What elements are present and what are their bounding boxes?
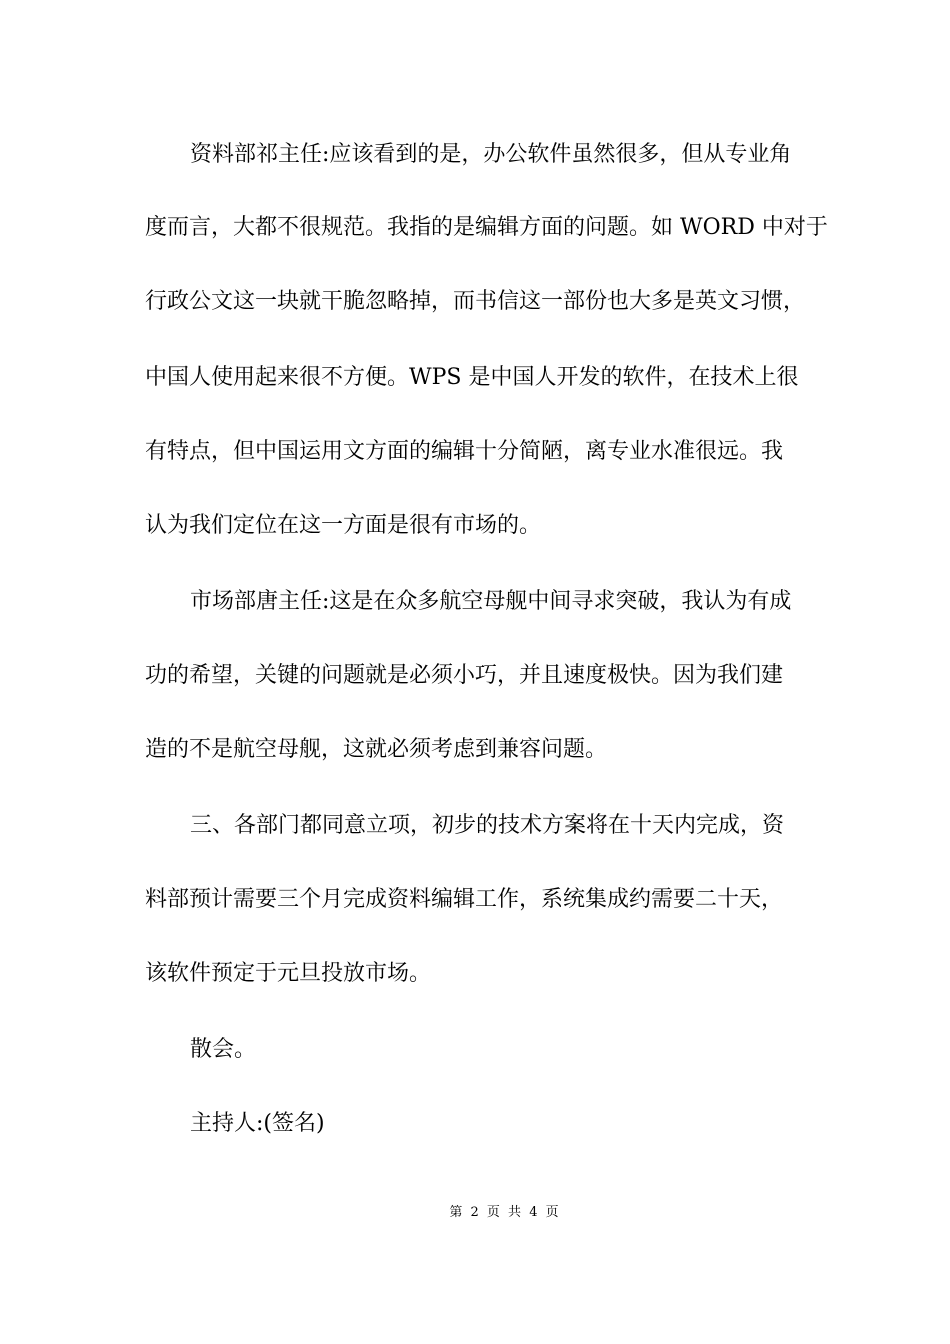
paragraph-line: 有特点，但中国运用文方面的编辑十分简陋，离专业水准很远。我 (145, 439, 784, 464)
paragraph-line: 行政公文这一块就干脆忽略掉，而书信这一部份也大多是英文习惯， (145, 289, 806, 314)
signature-line: 主持人:(签名) (190, 1111, 325, 1136)
page-number-footer: 第 2 页 共 4 页 (449, 1205, 561, 1220)
paragraph-line: 料部预计需要三个月完成资料编辑工作，系统集成约需要二十天， (145, 887, 784, 912)
paragraph-line: 认为我们定位在这一方面是很有市场的。 (145, 513, 542, 538)
paragraph-line: 造的不是航空母舰，这就必须考虑到兼容问题。 (145, 737, 608, 762)
paragraph-line: 功的希望，关键的问题就是必须小巧，并且速度极快。因为我们建 (145, 663, 784, 688)
paragraph-line: 该软件预定于元旦投放市场。 (145, 961, 432, 986)
paragraph-line: 资料部祁主任:应该看到的是，办公软件虽然很多，但从专业角 (190, 142, 792, 167)
paragraph-line: 市场部唐主任:这是在众多航空母舰中间寻求突破，我认为有成 (190, 589, 792, 614)
paragraph-line: 度而言，大都不很规范。我指的是编辑方面的问题。如 WORD 中对于 (145, 215, 828, 240)
paragraph-line: 中国人使用起来很不方便。WPS 是中国人开发的软件，在技术上很 (145, 365, 799, 390)
paragraph-line: 三、各部门都同意立项，初步的技术方案将在十天内完成，资 (190, 813, 785, 838)
paragraph-line: 散会。 (190, 1037, 257, 1062)
